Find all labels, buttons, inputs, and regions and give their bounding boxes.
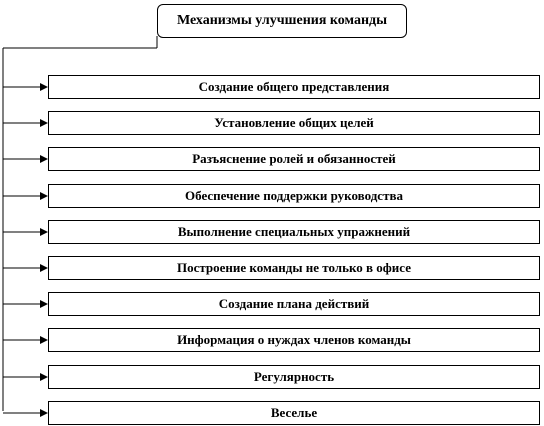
title-box: Механизмы улучшения команды: [157, 4, 407, 38]
mechanism-item: Регулярность: [48, 365, 540, 389]
mechanism-item: Выполнение специальных упражнений: [48, 220, 540, 244]
mechanism-item: Разъяснение ролей и обязанностей: [48, 147, 540, 171]
mechanism-item: Установление общих целей: [48, 111, 540, 135]
mechanism-item: Информация о нуждах членов команды: [48, 328, 540, 352]
mechanism-item: Обеспечение поддержки руководства: [48, 184, 540, 208]
mechanism-item: Создание плана действий: [48, 292, 540, 316]
mechanism-item: Создание общего представления: [48, 75, 540, 99]
mechanism-item: Построение команды не только в офисе: [48, 256, 540, 280]
mechanism-item: Веселье: [48, 401, 540, 425]
